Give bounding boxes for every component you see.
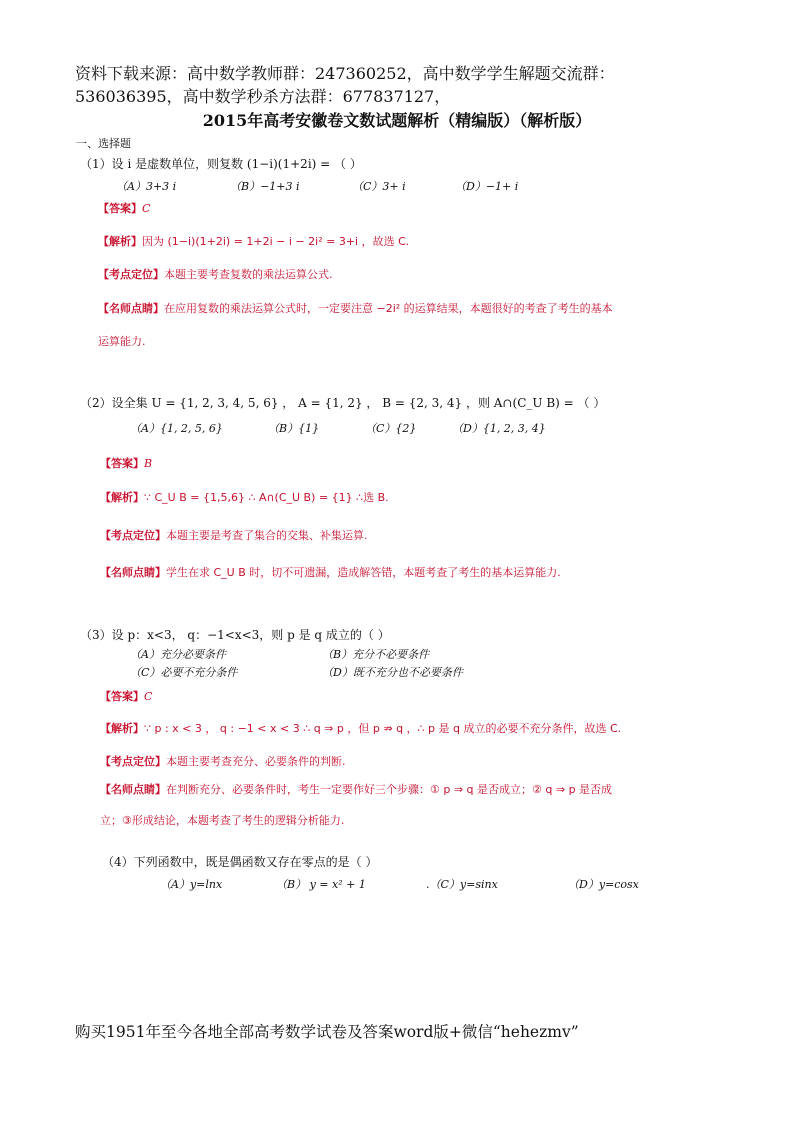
page-title: 2015年高考安徽卷文数试题解析（精编版）（解析版）	[202, 111, 592, 130]
q2-comment: 【名师点睛】学生在求 C_U B 时，切不可遗漏，造成解答错，本题考查了考生的基本运算能力.	[100, 566, 561, 579]
q1-option-c: （C）3+ i	[352, 180, 406, 193]
q2-option-c: （C）{2}	[365, 422, 417, 435]
q3-analysis: 【解析】∵ p : x < 3 ， q : −1 < x < 3 ∴ q ⇒ p ，但 p ⇏ q ，∴ p 是 q 成立的必要不充分条件，故选 C.	[100, 722, 622, 735]
q2-option-b: （B）{1}	[268, 422, 320, 435]
q3-comment: 【名师点睛】在判断充分、必要条件时，考生一定要作好三个步骤：① p ⇒ q 是否成立；② q ⇒ p 是否成	[100, 783, 613, 796]
header-line-2: 536036395，高中数学秒杀方法群：677837127，	[75, 87, 451, 106]
header-line-1: 资料下载来源：高中数学教师群：247360252，高中数学学生解题交流群：	[75, 64, 615, 83]
q2-answer: 【答案】B	[100, 457, 153, 470]
q1-comment: 【名师点睛】在应用复数的乘法运算公式时，一定要注意 −2i² 的运算结果，本题很好的考查了考生的基本	[98, 302, 613, 315]
q4-option-b: （B） y = x² + 1	[276, 878, 366, 891]
q2-analysis: 【解析】∵ C_U B = {1,5,6} ∴ A∩(C_U B) = {1} ∴选 B.	[100, 491, 389, 504]
section-heading: 一、选择题	[76, 137, 131, 150]
q3-point: 【考点定位】本题主要考查充分、必要条件的判断.	[100, 755, 346, 768]
q4-option-c: .（C）y=sinx	[426, 878, 498, 891]
q3-answer: 【答案】C	[100, 690, 153, 703]
q1-option-a: （A）3+3 i	[116, 180, 177, 193]
q3-comment-cont: 立；③形成结论，本题考查了考生的逻辑分析能力.	[100, 814, 345, 827]
q3-option-c: （C）必要不充分条件	[130, 666, 238, 679]
q1-comment-cont: 运算能力.	[98, 335, 146, 348]
q1-answer: 【答案】C	[98, 202, 151, 215]
source-header	[75, 62, 735, 108]
q1-option-b: （B）−1+3 i	[230, 180, 300, 193]
q4-stem: （4）下列函数中，既是偶函数又存在零点的是（ ）	[102, 855, 378, 869]
q3-option-d: （D）既不充分也不必要条件	[322, 666, 463, 679]
q4-option-a: （A）y=lnx	[160, 878, 223, 891]
q1-point: 【考点定位】本题主要考查复数的乘法运算公式.	[98, 268, 333, 281]
q3-stem: （3）设 p：x<3， q：−1<x<3，则 p 是 q 成立的（ ）	[80, 628, 390, 642]
q2-option-d: （D）{1, 2, 3, 4}	[452, 422, 546, 435]
q1-analysis: 【解析】因为 (1−i)(1+2i) = 1+2i − i − 2i² = 3+i ，故选 C.	[98, 235, 410, 248]
q2-point: 【考点定位】本题主要是考查了集合的交集、补集运算.	[100, 529, 368, 542]
q1-stem: （1）设 i 是虚数单位，则复数 (1−i)(1+2i) = （ ）	[80, 157, 362, 171]
q4-option-d: （D）y=cosx	[568, 878, 639, 891]
footer-note: 购买1951年至今各地全部高考数学试卷及答案word版+微信“hehezmv”	[75, 1023, 579, 1041]
q3-option-a: （A）充分必要条件	[130, 648, 226, 661]
q2-option-a: （A）{1, 2, 5, 6}	[130, 422, 223, 435]
q2-stem: （2）设全集 U = {1, 2, 3, 4, 5, 6} ， A = {1, 2} ， B = {2, 3, 4} ，则 A∩(C_U B) = （ ）	[80, 396, 606, 410]
q1-option-d: （D）−1+ i	[455, 180, 519, 193]
q3-option-b: （B）充分不必要条件	[322, 648, 430, 661]
